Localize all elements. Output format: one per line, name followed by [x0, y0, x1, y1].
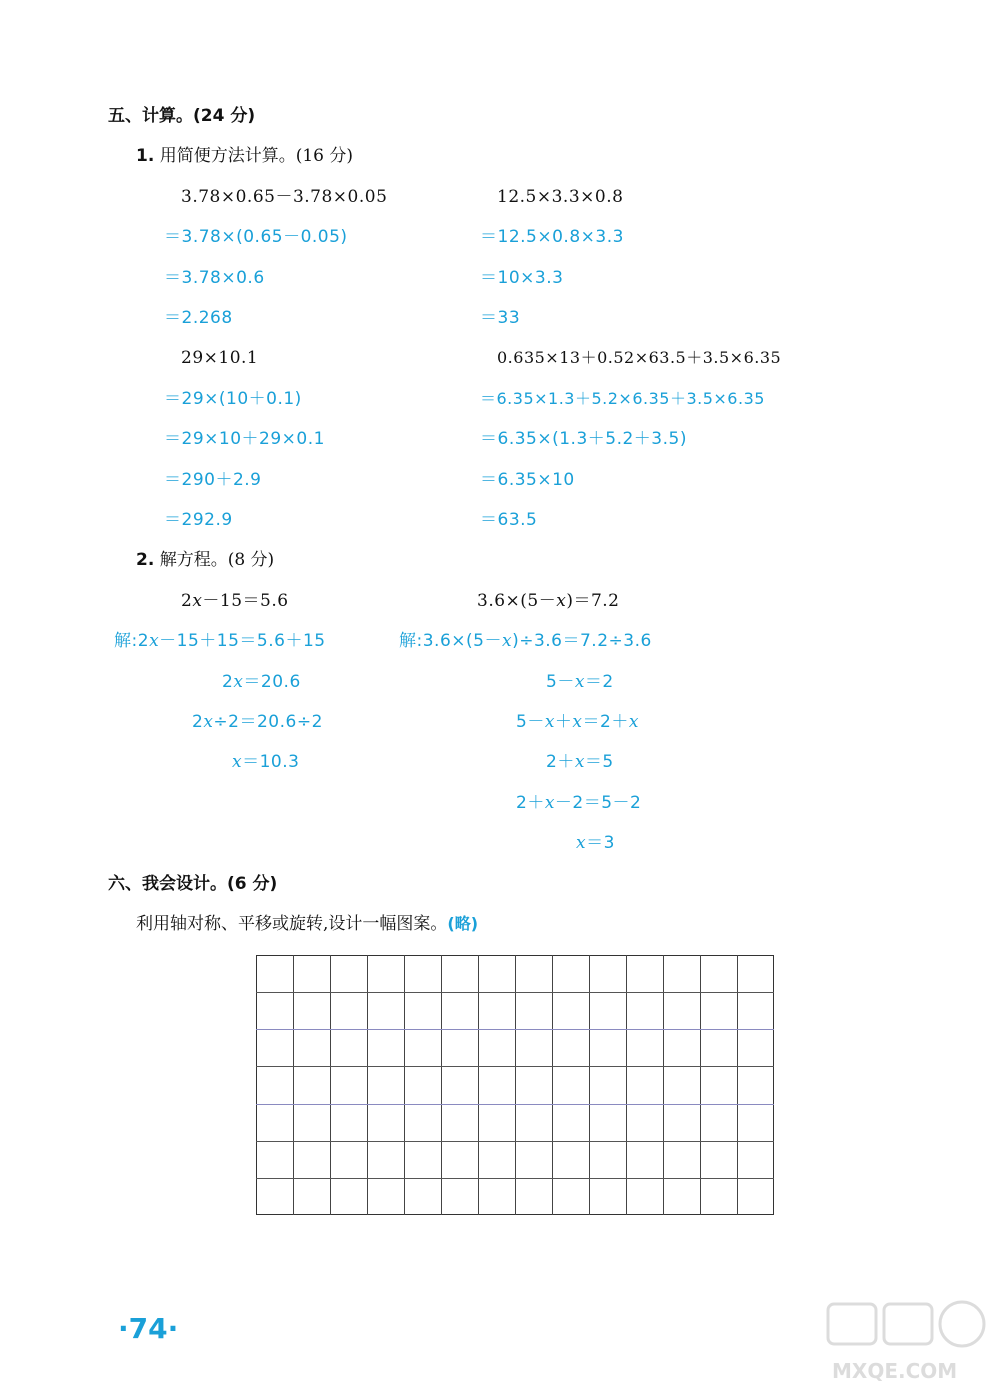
problem-1-step-3: ＝2.268: [164, 308, 233, 328]
part-2-label: 解方程。(8 分): [159, 550, 275, 570]
equation-1-step-3: 2x÷2＝20.6÷2: [192, 712, 323, 732]
equation-2-step-1: 解:3.6×(5－x)÷3.6＝7.2÷3.6: [399, 631, 652, 651]
problem-2-step-1: ＝12.5×0.8×3.3: [480, 227, 624, 247]
problem-4-step-1: ＝6.35×1.3＋5.2×6.35＋3.5×6.35: [480, 389, 765, 408]
watermark-logo: [822, 1298, 992, 1388]
equation-2-step-6: x＝3: [576, 833, 615, 853]
problem-1-step-1: ＝3.78×(0.65－0.05): [164, 227, 348, 247]
problem-3-step-1: ＝29×(10＋0.1): [164, 389, 302, 409]
problem-4-question: 0.635×13＋0.52×63.5＋3.5×6.35: [497, 348, 782, 367]
design-grid: [256, 955, 774, 1215]
section-5-title: 五、计算。(24 分): [108, 106, 256, 126]
design-instruction: [136, 916, 478, 933]
problem-2-step-2: ＝10×3.3: [480, 268, 564, 288]
part-1-title: [136, 148, 353, 165]
equation-2-step-5: 2＋x－2＝5－2: [516, 793, 642, 813]
equation-2-question: 3.6×(5－x)＝7.2: [477, 591, 620, 611]
problem-3-step-2: ＝29×10＋29×0.1: [164, 429, 325, 449]
solve-label: 解:: [114, 631, 138, 651]
problem-1-question: 3.78×0.65－3.78×0.05: [181, 187, 388, 207]
problem-3-step-3: ＝290＋2.9: [164, 470, 262, 490]
equation-1-step-4: x＝10.3: [232, 752, 300, 772]
equation-1-question: 2x－15＝5.6: [181, 591, 289, 611]
problem-4-step-4: ＝63.5: [480, 510, 538, 530]
problem-2-question: 12.5×3.3×0.8: [497, 187, 624, 207]
part-2-number: 2.: [136, 550, 155, 570]
instruction-text: 利用轴对称、平移或旋转,设计一幅图案。: [136, 914, 448, 934]
answer-note: (略): [447, 914, 479, 933]
problem-1-step-2: ＝3.78×0.6: [164, 268, 265, 288]
part-1-number: 1.: [136, 146, 155, 166]
equation-2-step-2: 5－x＝2: [546, 672, 614, 692]
page-number: ·74·: [118, 1312, 179, 1345]
problem-3-question: 29×10.1: [181, 348, 259, 368]
problem-4-step-3: ＝6.35×10: [480, 470, 575, 490]
equation-1-step-2: 2x＝20.6: [222, 672, 301, 692]
svg-text:MXQE.COM: MXQE.COM: [832, 1359, 958, 1383]
equation-2-step-3: 5－x＋x＝2＋x: [516, 712, 639, 732]
part-2-title: [136, 552, 274, 569]
part-1-label: 用简便方法计算。(16 分): [159, 146, 354, 166]
section-6-title: 六、我会设计。(6 分): [108, 874, 278, 894]
problem-4-step-2: ＝6.35×(1.3＋5.2＋3.5): [480, 429, 687, 449]
equation-2-step-4: 2＋x＝5: [546, 752, 614, 772]
problem-3-step-4: ＝292.9: [164, 510, 233, 530]
problem-2-step-3: ＝33: [480, 308, 521, 328]
equation-1-step-1: 解:2x－15＋15＝5.6＋15: [114, 631, 326, 651]
solve-label: 解:: [399, 631, 423, 651]
